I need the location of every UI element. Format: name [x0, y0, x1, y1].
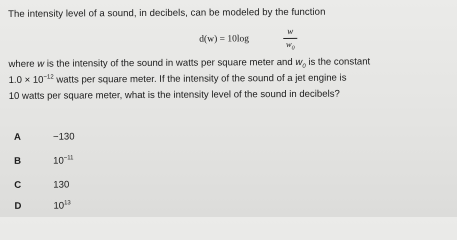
question-line-1: where w is the intensity of the sound in watts per square meter and $w_0$ is the constant [8, 56, 371, 70]
choice-b-text[interactable]: $10^{-11}$ [53, 155, 74, 167]
question-line-2: $1.0 \times 10^{-12}$ watts per square meter. If the intensity of the sound of a jet engine is [8, 72, 347, 86]
formula-fraction [283, 26, 297, 52]
fraction-denominator: $w_0$ [285, 38, 295, 52]
choice-d-letter[interactable]: D [14, 200, 22, 212]
decibel-formula [199, 25, 309, 54]
choice-a-text[interactable]: −130 [52, 131, 75, 143]
fraction-numerator: w [287, 25, 294, 36]
variable-w0: $w_0$ [295, 56, 306, 70]
question-line-3: 10 watts per square meter, what is the intensity level of the sound in decibels? [8, 88, 340, 102]
choice-c-letter[interactable]: C [14, 179, 22, 191]
variable-w: w [37, 58, 45, 70]
choice-d-text[interactable]: $10^{13}$ [53, 200, 71, 212]
choice-a-letter[interactable]: A [13, 131, 21, 143]
formula-lhs: d(w) = 10log [199, 34, 250, 45]
choice-c-text[interactable]: 130 [53, 179, 70, 191]
question-intro: The intensity level of a sound, in decibels, can be modeled by the function [8, 6, 326, 20]
choice-b-letter[interactable]: B [14, 155, 22, 167]
